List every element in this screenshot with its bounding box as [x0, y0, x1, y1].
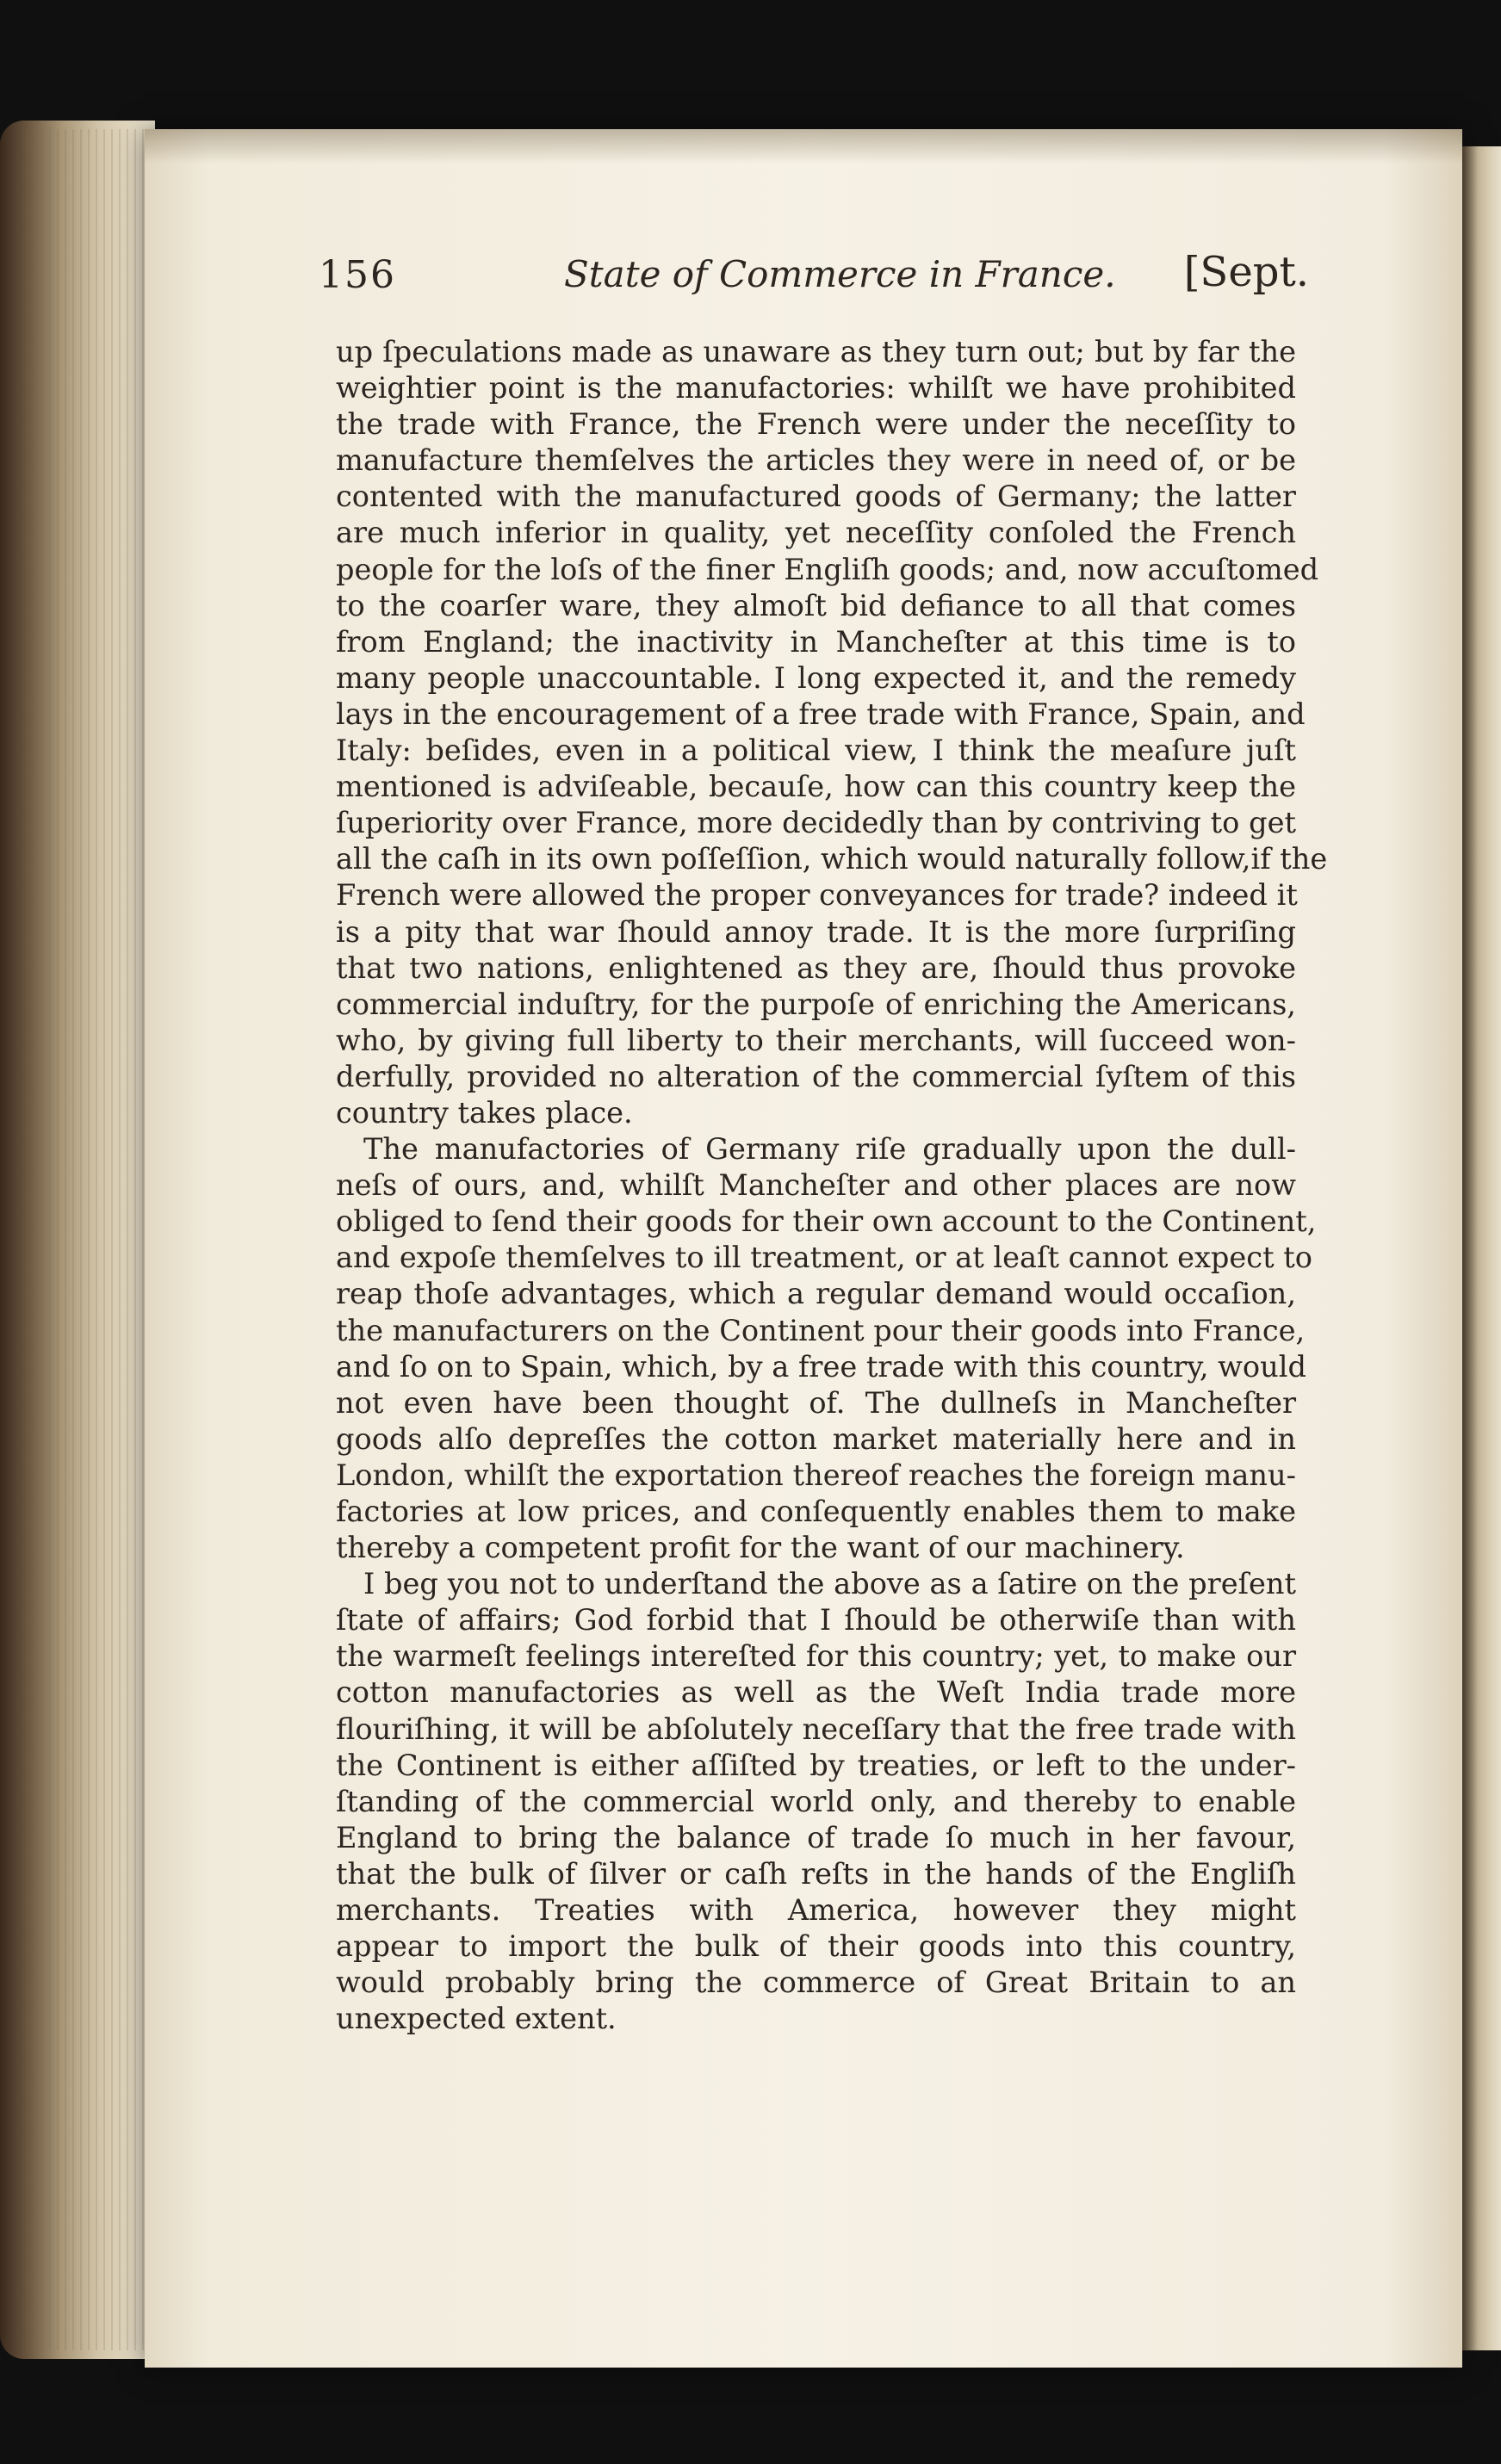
- text-line: merchants. Treaties with America, however they might: [336, 1893, 1296, 1928]
- text-line: unexpected extent.: [336, 2002, 617, 2036]
- text-line: London, whilſt the exportation thereof reaches the foreign manu-: [336, 1458, 1296, 1492]
- text-line: that two nations, enlightened as they are, ſhould thus provoke: [336, 950, 1296, 985]
- text-line: mentioned is adviſeable, becauſe, how can this country keep the: [336, 770, 1296, 804]
- text-line: the Continent is either aſſiſted by treaties, or left to the under-: [336, 1748, 1296, 1782]
- header-date: [Sept.: [1183, 248, 1309, 296]
- body-text: [336, 334, 1328, 2037]
- text-line: cotton manufactories as well as the Weſt India trade more: [336, 1675, 1296, 1710]
- text-line: weightier point is the manufactories: whilſt we have prohibited: [336, 371, 1296, 406]
- text-line: the trade with France, the French were under the neceſſity to: [336, 407, 1296, 442]
- text-line: ſtate of affairs; God forbid that I ſhould be otherwiſe than with: [336, 1603, 1296, 1638]
- paragraph-start-line: The manufactories of Germany riſe gradually upon the dull-: [363, 1132, 1296, 1167]
- text-line: lays in the encouragement of a free trade with France, Spain, and: [336, 696, 1306, 731]
- text-line: is a pity that war ſhould annoy trade. It is the more ſurpriſing: [336, 914, 1296, 949]
- right-page-edge: [1462, 146, 1501, 2350]
- text-line: the warmeſt feelings intereſted for this country; yet, to make our: [336, 1639, 1296, 1674]
- text-line: ſtanding of the commercial world only, and thereby to enable: [336, 1784, 1296, 1818]
- text-line: people for the loſs of the finer Engliſh goods; and, now accuſtomed: [336, 552, 1319, 586]
- text-line: goods alſo depreſſes the cotton market materially here and in: [336, 1421, 1296, 1456]
- text-line: commercial induſtry, for the purpoſe of enriching the Americans,: [336, 987, 1296, 1021]
- text-line: derfully, provided no alteration of the commercial ſyſtem of this: [336, 1059, 1296, 1093]
- text-line: French were allowed the proper conveyances for trade? indeed it: [336, 878, 1298, 913]
- text-line: neſs of ours, and, whilſt Mancheſter and other places are now: [336, 1168, 1296, 1203]
- text-line: contented with the manufactured goods of Germany; the latter: [336, 480, 1296, 514]
- page-header: [319, 246, 1309, 306]
- text-line: and ſo on to Spain, which, by a free trade with this country, would: [336, 1349, 1306, 1384]
- text-line: who, by giving full liberty to their merchants, will ſucceed won-: [336, 1023, 1296, 1057]
- text-line: flouriſhing, it will be abſolutely neceſſary that the free trade with: [336, 1712, 1296, 1746]
- paragraph-start-line: I beg you not to underſtand the above as a ſatire on the preſent: [363, 1567, 1296, 1601]
- text-line: Italy: beſides, even in a political view, I think the meaſure juſt: [336, 734, 1296, 768]
- text-line: factories at low prices, and conſequently enables them to make: [336, 1495, 1296, 1528]
- text-line: England to bring the balance of trade ſo much in her favour,: [336, 1820, 1296, 1854]
- text-line: the manufacturers on the Continent pour their goods into France,: [336, 1313, 1306, 1347]
- text-line: that the bulk of ſilver or caſh reſts in the hands of the Engliſh: [336, 1856, 1296, 1891]
- text-line: all the caſh in its own poſſeſſion, which would naturally follow,if the: [336, 842, 1328, 876]
- text-line: ſuperiority over France, more decidedly than by contriving to get: [336, 806, 1296, 840]
- text-line: thereby a competent profit for the want of our machinery.: [336, 1531, 1185, 1565]
- text-line: many people unaccountable. I long expected it, and the remedy: [336, 660, 1296, 695]
- text-line: obliged to ſend their goods for their own account to the Continent,: [336, 1204, 1317, 1239]
- text-line: would probably bring the commerce of Great Britain to an: [336, 1966, 1296, 2000]
- text-line: up ſpeculations made as unaware as they turn out; but by far the: [336, 335, 1296, 368]
- text-line: and expoſe themſelves to ill treatment, or at leaſt cannot expect to: [336, 1241, 1312, 1275]
- page-top-shadow: [145, 129, 1462, 164]
- text-line: reap thoſe advantages, which a regular demand would occaſion,: [336, 1277, 1296, 1311]
- text-line: country takes place.: [336, 1095, 633, 1130]
- text-line: not even have been thought of. The dullneſs in Mancheſter: [336, 1385, 1296, 1420]
- text-line: appear to import the bulk of their goods into this country,: [336, 1929, 1296, 1964]
- text-line: are much inferior in quality, yet neceſſity conſoled the French: [336, 516, 1296, 550]
- text-line: to the coarſer ware, they almoſt bid defiance to all that comes: [336, 588, 1296, 622]
- text-line: manufacture themſelves the articles they were in need of, or be: [336, 443, 1296, 478]
- text-line: from England; the inactivity in Mancheſter at this time is to: [336, 624, 1296, 659]
- running-title: State of Commerce in France.: [564, 253, 1116, 295]
- page-number: 156: [319, 253, 396, 297]
- page-edge-texture: [26, 129, 146, 2350]
